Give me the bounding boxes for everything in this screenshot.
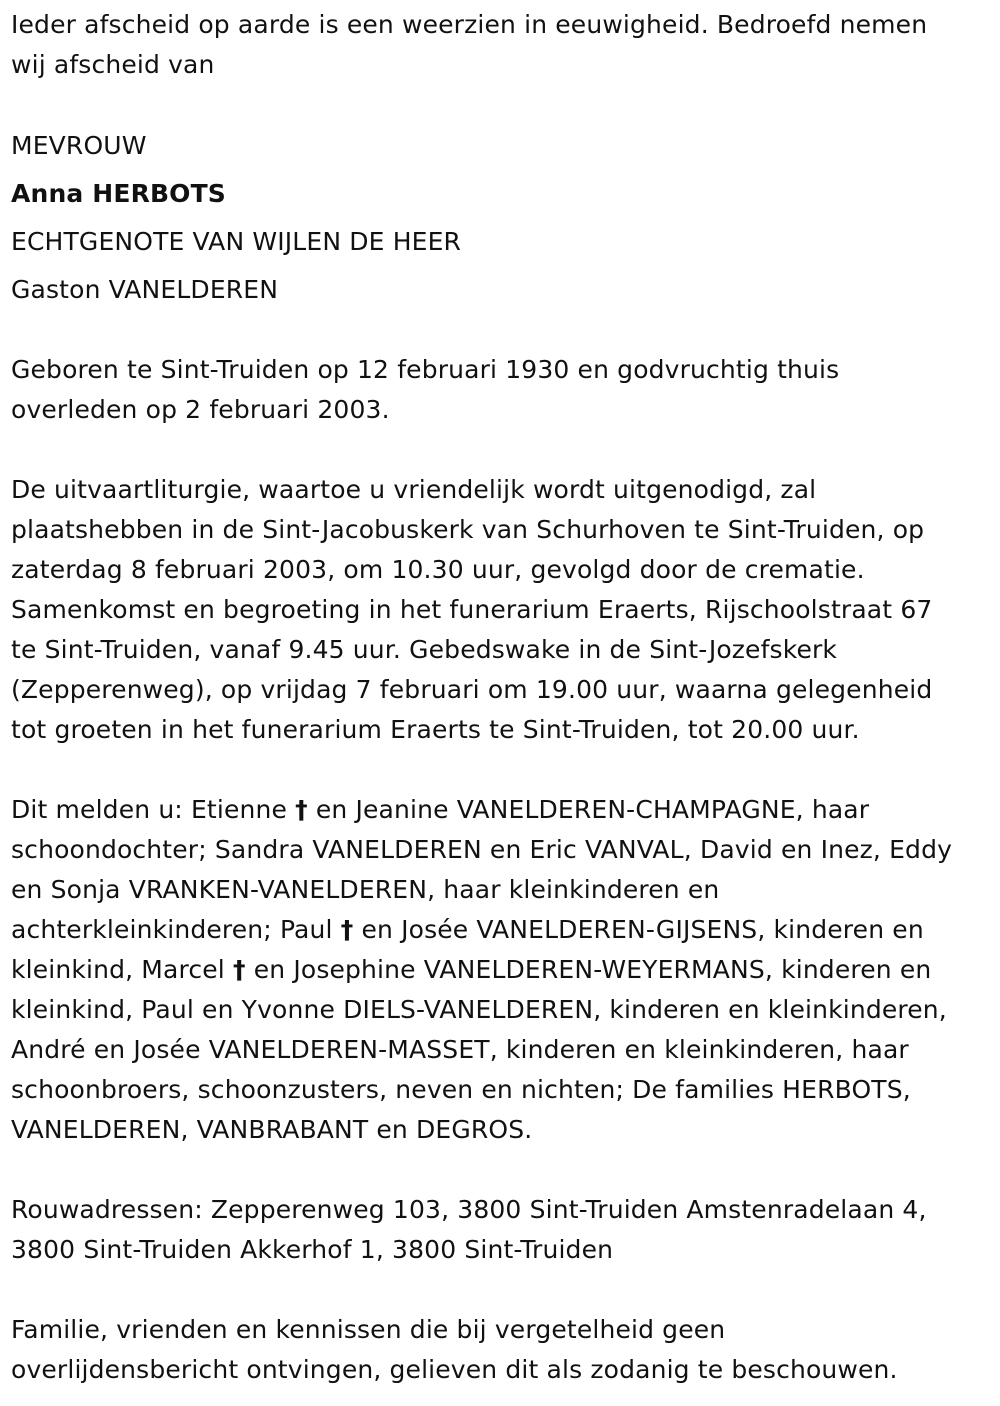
birth-death-line-2: overleden op 2 februari 2003. (11, 395, 390, 424)
family-line-4 (11, 910, 996, 950)
addresses-line-2: 3800 Sint-Truiden Akkerhof 1, 3800 Sint-Truiden (11, 1235, 614, 1264)
family-line-2: schoondochter; Sandra VANELDEREN en Eric VANVAL, David en Inez, Eddy (11, 835, 953, 864)
funeral-line-5: te Sint-Truiden, vanaf 9.45 uur. Gebedswake in de Sint-Jozefskerk (11, 635, 838, 664)
relation-text: ECHTGENOTE VAN WIJLEN DE HEER (11, 227, 462, 256)
family-line-1-start: Dit melden u: Etienne (11, 795, 296, 824)
birth-death-paragraph (11, 350, 996, 430)
family-line-6: kleinkind, Paul en Yvonne DIELS-VANELDEREN, kinderen en kleinkinderen, (11, 995, 947, 1024)
honorific: MEVROUW (11, 131, 147, 160)
intro-paragraph (11, 5, 996, 85)
addresses-paragraph (11, 1190, 996, 1270)
funeral-line-4: Samenkomst en begroeting in het funerarium Eraerts, Rijschoolstraat 67 (11, 595, 933, 624)
funeral-line-1: De uitvaartliturgie, waartoe u vriendelijk wordt uitgenodigd, zal (11, 475, 817, 504)
cross-icon: † (295, 795, 308, 824)
closing-line-2: overlijdensbericht ontvingen, gelieven dit als zodanig te beschouwen. (11, 1355, 898, 1384)
family-line-4-start: achterkleinkinderen; Paul (11, 915, 341, 944)
spouse-name: Gaston VANELDEREN (11, 275, 279, 304)
birth-death-line-1: Geboren te Sint-Truiden op 12 februari 1930 en godvruchtig thuis (11, 355, 840, 384)
intro-line-2: wij afscheid van (11, 50, 215, 79)
family-paragraph (11, 790, 996, 1150)
family-line-1 (11, 790, 996, 830)
funeral-line-3: zaterdag 8 februari 2003, om 10.30 uur, gevolgd door de crematie. (11, 555, 865, 584)
family-line-3: en Sonja VRANKEN-VANELDEREN, haar kleinkinderen en (11, 875, 720, 904)
family-line-9: VANELDEREN, VANBRABANT en DEGROS. (11, 1115, 533, 1144)
funeral-line-7: tot groeten in het funerarium Eraerts te Sint-Truiden, tot 20.00 uur. (11, 715, 860, 744)
addresses-line-1: Rouwadressen: Zepperenweg 103, 3800 Sint-Truiden Amstenradelaan 4, (11, 1195, 927, 1224)
cross-icon: † (340, 915, 354, 944)
intro-line-1: Ieder afscheid op aarde is een weerzien in eeuwigheid. Bedroefd nemen (11, 10, 928, 39)
family-line-8: schoonbroers, schoonzusters, neven en nichten; De families HERBOTS, (11, 1075, 911, 1104)
deceased-name: Anna HERBOTS (11, 179, 226, 208)
deceased-block (11, 122, 996, 314)
funeral-paragraph (11, 470, 996, 750)
family-line-4-end: en Josée VANELDEREN-GIJSENS, kinderen en (353, 915, 924, 944)
family-line-1-end: en Jeanine VANELDEREN-CHAMPAGNE, haar (307, 795, 870, 824)
family-line-5-start: kleinkind, Marcel (11, 955, 233, 984)
family-line-7: André en Josée VANELDEREN-MASSET, kinderen en kleinkinderen, haar (11, 1035, 909, 1064)
family-line-5-end: en Josephine VANELDEREN-WEYERMANS, kinderen en (245, 955, 932, 984)
family-line-5 (11, 950, 996, 990)
funeral-line-2: plaatshebben in de Sint-Jacobuskerk van Schurhoven te Sint-Truiden, op (11, 515, 925, 544)
funeral-line-6: (Zepperenweg), op vrijdag 7 februari om 19.00 uur, waarna gelegenheid (11, 675, 933, 704)
cross-icon: † (232, 955, 246, 984)
closing-line-1: Familie, vrienden en kennissen die bij vergetelheid geen (11, 1315, 726, 1344)
closing-paragraph (11, 1310, 996, 1390)
